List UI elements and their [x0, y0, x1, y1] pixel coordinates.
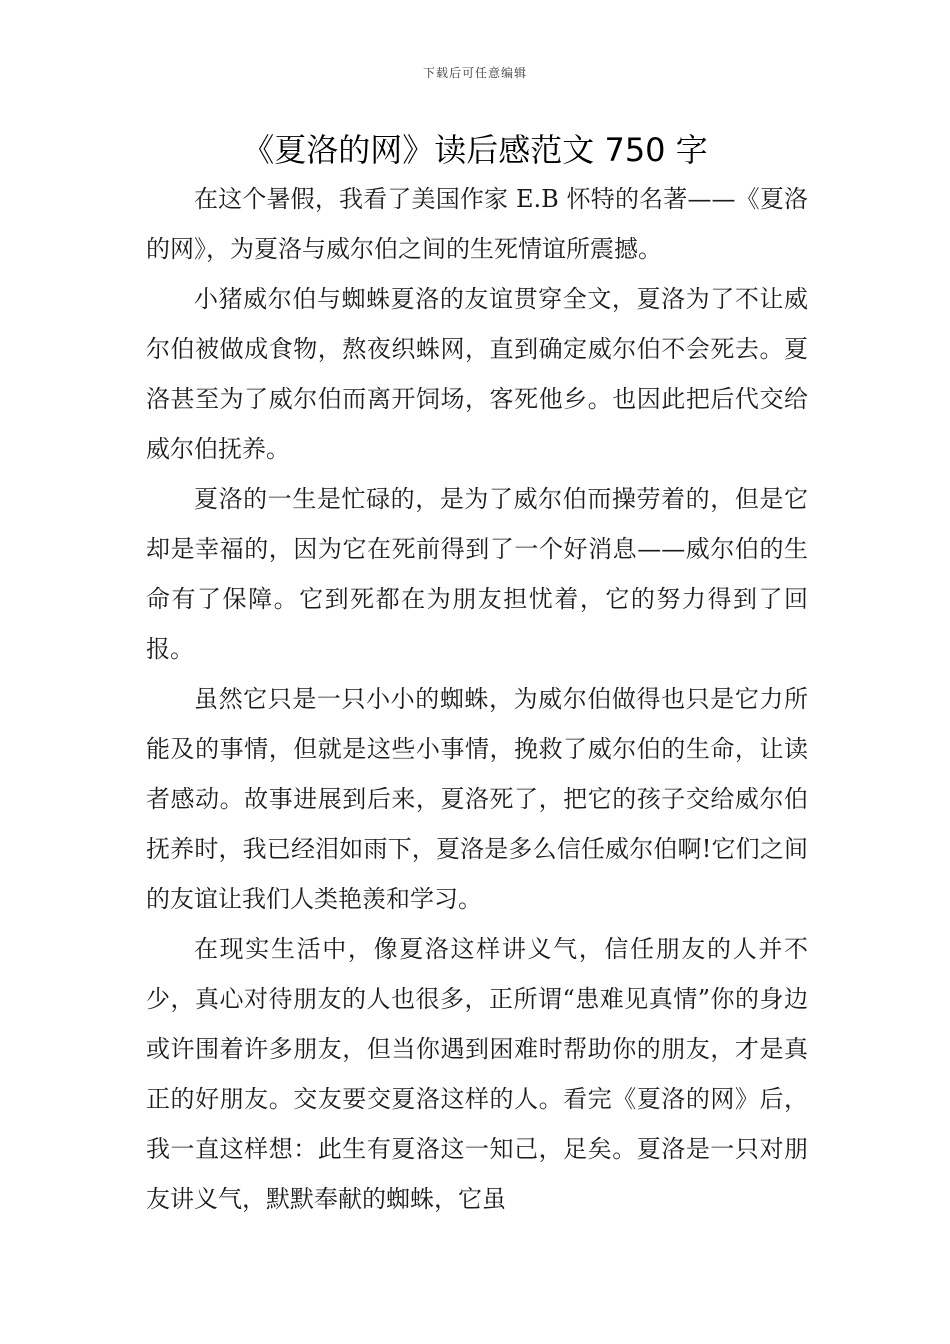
paragraph-1: 在这个暑假，我看了美国作家 E.B 怀特的名著——《夏洛的网》，为夏洛与威尔伯之间的生死情谊所震撼。 — [146, 185, 808, 263]
paragraph-5: 在现实生活中，像夏洛这样讲义气，信任朋友的人并不少，真心对待朋友的人也很多，正所谓“患难见真情”你的身边或许围着许多朋友，但当你遇到困难时帮助你的朋友，才是真正的好朋友。交友要交夏洛这样的人。看完《夏洛的网》后，我一直这样想：此生有夏洛这一知己，足矣。夏洛是一只对朋友讲义气，默默奉献的蜘蛛，它虽 — [146, 935, 808, 1213]
header-note: 下载后可任意编辑 — [422, 66, 527, 80]
document-body — [146, 174, 808, 1224]
paragraph-2: 小猪威尔伯与蜘蛛夏洛的友谊贯穿全文，夏洛为了不让威尔伯被做成食物，熬夜织蛛网，直到确定威尔伯不会死去。夏洛甚至为了威尔伯而离开饲场，客死他乡。也因此把后代交给威尔伯抚养。 — [146, 285, 808, 463]
paragraph-4: 虽然它只是一只小小的蜘蛛，为威尔伯做得也只是它力所能及的事情，但就是这些小事情，挽救了威尔伯的生命，让读者感动。故事进展到后来，夏洛死了，把它的孩子交给威尔伯抚养时，我已经泪如雨下，夏洛是多么信任威尔伯啊!它们之间的友谊让我们人类艳羡和学习。 — [146, 685, 808, 913]
paragraph-3: 夏洛的一生是忙碌的，是为了威尔伯而操劳着的，但是它却是幸福的，因为它在死前得到了一个好消息——威尔伯的生命有了保障。它到死都在为朋友担忧着，它的努力得到了回报。 — [146, 485, 808, 663]
document-title: 《夏洛的网》读后感范文 750 字 — [242, 131, 708, 169]
